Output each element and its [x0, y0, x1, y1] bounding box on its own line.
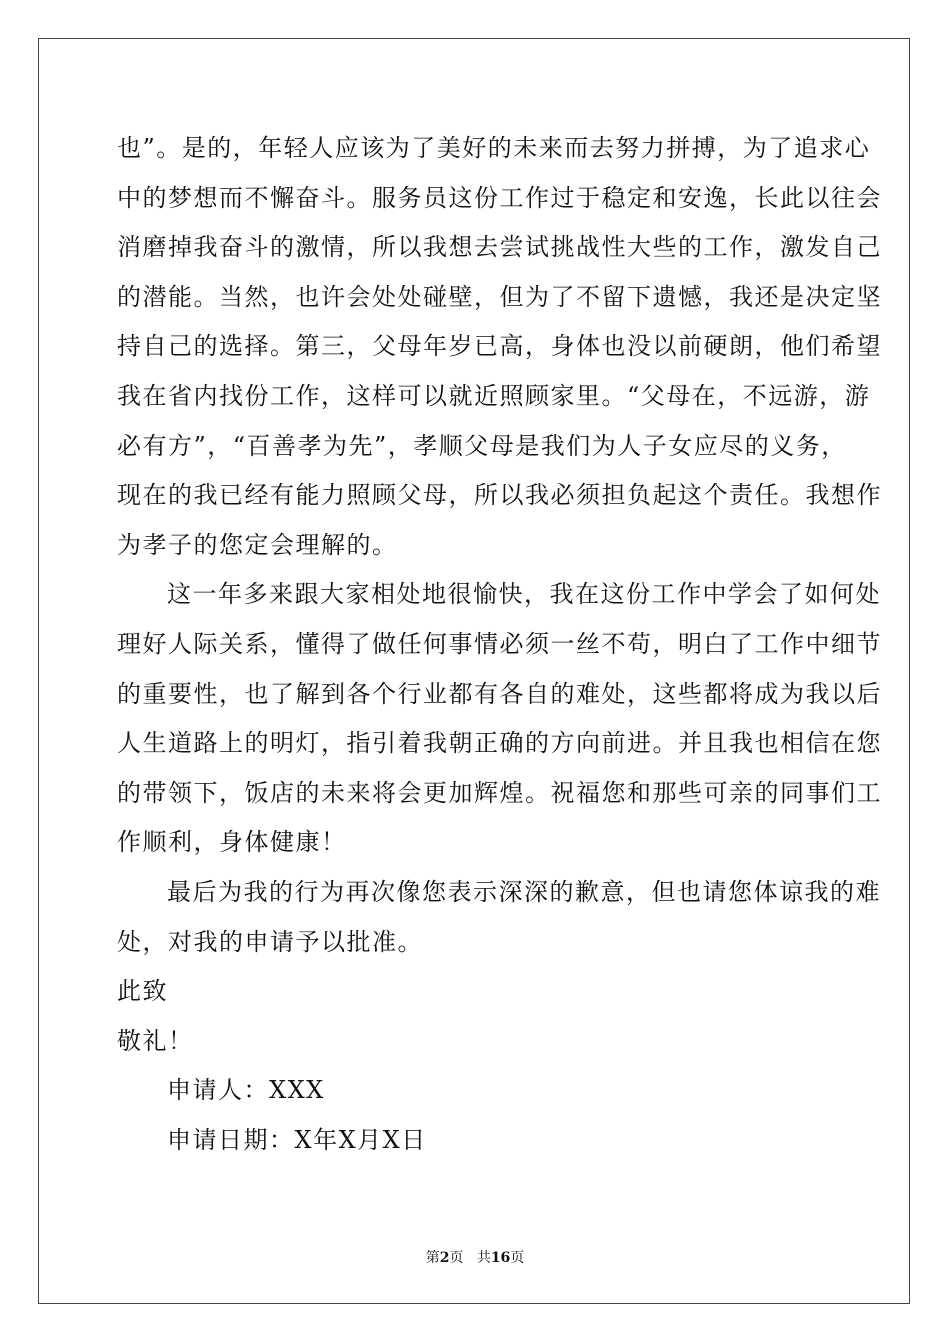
- page-footer: [0, 1247, 950, 1267]
- page-number: 2: [439, 1250, 450, 1266]
- body-line: 的潜能。当然，也许会处处碰壁，但为了不留下遗憾，我还是决定坚: [117, 282, 882, 311]
- body-line: 也”。是的，年轻人应该为了美好的未来而去努力拼搏，为了追求心: [117, 134, 871, 162]
- body-line: 必有方”，“百善孝为先”，孝顺父母是我们为人子女应尽的义务，: [117, 431, 847, 460]
- body-line: 这一年多来跟大家相处地很愉快，我在这份工作中学会了如何处: [167, 580, 881, 609]
- closing-salutation: 此致: [117, 977, 168, 1006]
- body-line: 我在省内找份工作，这样可以就近照顾家里。“父母在，不远游，游: [117, 381, 871, 410]
- body-line: 的重要性，也了解到各个行业都有各自的难处，这些都将成为我以后: [117, 679, 882, 708]
- body-line: 消磨掉我奋斗的激情，所以我想去尝试挑战性大些的工作，激发自己: [117, 233, 882, 262]
- body-line: 最后为我的行为再次像您表示深深的歉意，但也请您体谅我的难: [167, 877, 881, 906]
- total-prefix: 共: [476, 1250, 491, 1266]
- body-line: 理好人际关系，懂得了做任何事情必须一丝不苟，明白了工作中细节: [117, 629, 882, 658]
- body-line: 的带领下，饭店的未来将会更加辉煌。祝福您和那些可亲的同事们工: [117, 778, 882, 807]
- application-date-line: 申请日期：X年X月X日: [167, 1125, 427, 1154]
- body-line: 处，对我的申请予以批准。: [117, 927, 423, 956]
- total-pages: 16: [490, 1250, 511, 1266]
- body-line: 持自己的选择。第三，父母年岁已高，身体也没以前硬朗，他们希望: [117, 332, 882, 361]
- page-prefix: 第: [425, 1250, 440, 1266]
- letter-body: [117, 124, 882, 1165]
- applicant-line: 申请人：XXX: [167, 1076, 325, 1105]
- body-line: 人生道路上的明灯，指引着我朝正确的方向前进。并且我也相信在您: [117, 729, 882, 758]
- closing-regards: 敬礼！: [117, 1026, 194, 1055]
- body-line: 为孝子的您定会理解的。: [117, 530, 398, 559]
- page-suffix: 页: [449, 1250, 464, 1266]
- body-line: 中的梦想而不懈奋斗。服务员这份工作过于稳定和安逸，长此以往会: [117, 183, 882, 212]
- total-suffix: 页: [510, 1250, 525, 1266]
- body-line: 现在的我已经有能力照顾父母，所以我必须担负起这个责任。我想作: [117, 481, 882, 510]
- body-line: 作顺利，身体健康！: [117, 828, 347, 857]
